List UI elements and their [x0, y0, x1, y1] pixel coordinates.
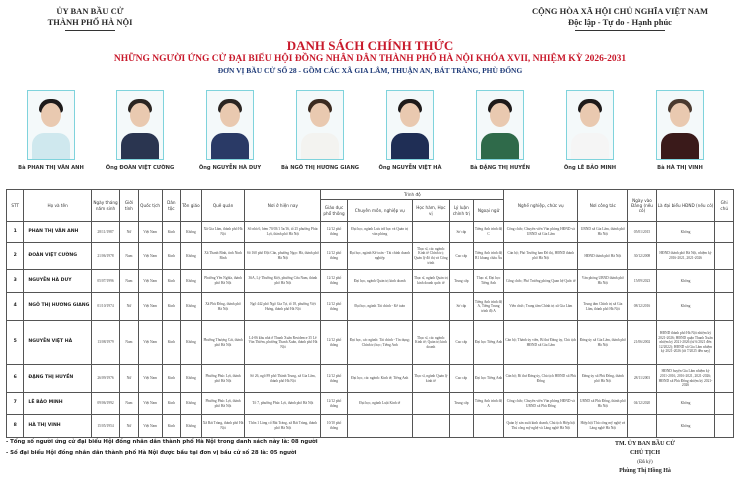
candidate-portrait: [296, 90, 344, 160]
cell-delegate: HĐND thành phố Hà Nội nhiệm kỳ 2021-2026; HĐND quận Thanh Xuân nhiệm kỳ 2021-2026 (từ 6/2021 đến 12/2022); HĐND xã Gia Lâm nhiệm kỳ 2021-2026 (từ 7/2025 đến nay): [656, 321, 715, 365]
summary-notes: [6, 437, 318, 459]
cell-language: Tiếng Anh trình độ A: [473, 393, 503, 415]
table-row: [7, 243, 734, 270]
cell-note: [715, 415, 734, 438]
cell-ethnicity: Kinh: [162, 243, 181, 270]
cell-residence: Số 160 phố Đội Cấn, phường Ngọc Hà, thành phố Hà Nội: [245, 243, 321, 270]
candidate-card: [6, 90, 96, 171]
table-row: [7, 321, 734, 365]
cell-note: [715, 365, 734, 393]
candidate-caption: Ông ĐOÀN VIỆT CƯỜNG: [105, 165, 175, 171]
cell-religion: Không: [181, 293, 202, 321]
cell-delegate: HĐND huyện Gia Lâm nhiệm kỳ 2011-2016, 2016-2021, 2021-2026; HĐND xã Phù Đổng nhiệm kỳ 2021-2026: [656, 365, 715, 393]
cell-degree: Thạc sĩ, ngành Quản trị kinh doanh quốc tế: [412, 270, 449, 293]
cell-stt: 1: [7, 222, 24, 243]
table-row: [7, 293, 734, 321]
cell-gender: Nữ: [120, 293, 139, 321]
cell-ethnicity: Kinh: [162, 365, 181, 393]
candidate-card: [185, 90, 275, 171]
national-header: [505, 6, 735, 31]
candidate-caption: Ông NGUYỄN HÀ DUY: [198, 165, 262, 171]
cell-degree: Thạc sĩ, các ngành: Kinh tế; Quản trị kinh doanh: [412, 321, 449, 365]
header-religion: Tôn giáo: [181, 190, 202, 222]
cell-occupation: Cán bộ; Phó Trưởng ban Đô thị, HĐND thành phố Hà Nội: [504, 243, 578, 270]
header-hometown: Quê quán: [201, 190, 245, 222]
header-party-date: Ngày vào Đảng (nếu có): [628, 190, 656, 222]
cell-party-date: 15/09/2023: [628, 270, 656, 293]
cell-dob: 15/05/1954: [91, 415, 119, 438]
cell-occupation: Cán bộ; Bí thư Đảng ủy, Chủ tịch HĐND xã Phù Đổng: [504, 365, 578, 393]
header-stt: STT: [7, 190, 24, 222]
cell-degree: [412, 393, 449, 415]
cell-degree: Thạc sĩ, các ngành: Kinh tế Chính trị; Quản lý đô thị và Công trình: [412, 243, 449, 270]
document-subtitle: NHỮNG NGƯỜI ỨNG CỬ ĐẠI BIỂU HỘI ĐỒNG NHÂN DÂN THÀNH PHỐ HÀ NỘI KHÓA XVII, NHIỆM KỲ 2026-2031: [113, 54, 627, 64]
cell-general-edu: 12/12 phổ thông: [321, 365, 347, 393]
portrait-body-shape: [301, 133, 339, 159]
portrait-body-shape: [661, 133, 699, 159]
cell-hometown: Xã Gia Lâm, thành phố Hà Nội: [201, 222, 245, 243]
cell-nationality: Việt Nam: [138, 293, 162, 321]
candidate-table: [6, 189, 734, 438]
cell-nationality: Việt Nam: [138, 415, 162, 438]
cell-residence: Ngõ 442 phố Ngô Gia Tự, tổ 18, phường Việt Hưng, thành phố Hà Nội: [245, 293, 321, 321]
cell-political: Sơ cấp: [449, 293, 473, 321]
cell-party-date: 28/11/2003: [628, 365, 656, 393]
header-language: Ngoại ngữ: [473, 200, 503, 222]
portrait-face-shape: [670, 103, 690, 127]
document-title: DANH SÁCH CHÍNH THỨC: [286, 38, 454, 53]
cell-dob: 13/08/1979: [91, 321, 119, 365]
cell-delegate: Không: [656, 222, 715, 243]
cell-gender: Nam: [120, 243, 139, 270]
cell-gender: Nữ: [120, 365, 139, 393]
signature-org: TM. ỦY BAN BẦU CỬ: [614, 441, 676, 447]
table-row: [7, 365, 734, 393]
cell-political: Sơ cấp: [449, 222, 473, 243]
cell-occupation: Công chức; Phó Trưởng phòng Quan hệ Quốc tế: [504, 270, 578, 293]
issuer-line-2: THÀNH PHỐ HÀ NỘI: [47, 17, 133, 27]
cell-language: Đại học Tiếng Anh: [473, 321, 503, 365]
cell-name: NGÔ THỊ HƯƠNG GIANG: [24, 293, 91, 321]
cell-occupation: Cán bộ; Thành ủy viên, Bí thư Đảng ủy, Chủ tịch HĐND xã Gia Lâm: [504, 321, 578, 365]
cell-workplace: Văn phòng UBND thành phố Hà Nội: [578, 270, 628, 293]
cell-note: [715, 393, 734, 415]
cell-general-edu: 12/12 phổ thông: [321, 293, 347, 321]
cell-stt: 2: [7, 243, 24, 270]
candidate-caption: Bà PHAN THỊ VÂN ANH: [18, 165, 84, 171]
cell-workplace: Hiệp hội Thủ công mỹ nghệ và Làng nghề Hà Nội: [578, 415, 628, 438]
cell-stt: 4: [7, 293, 24, 321]
cell-residence: Số 26, ngõ 89 phố Thành Trung, xã Gia Lâm, thành phố Hà Nội: [245, 365, 321, 393]
issuer-line-1: ỦY BAN BẦU CỬ: [56, 6, 124, 16]
cell-nationality: Việt Nam: [138, 321, 162, 365]
cell-ethnicity: Kinh: [162, 270, 181, 293]
cell-degree: Thạc sĩ, ngành Quản lý kinh tế: [412, 365, 449, 393]
cell-ethnicity: Kinh: [162, 222, 181, 243]
cell-residence: Tổ 7, phường Phúc Lợi, thành phố Hà Nội: [245, 393, 321, 415]
candidate-caption: Bà ĐẶNG THỊ HUYỀN: [470, 165, 530, 171]
cell-nationality: Việt Nam: [138, 222, 162, 243]
document-title-block: [0, 38, 740, 76]
cell-specialty: Đại học, ngành Kế toán - Tài chính doanh nghiệp: [347, 243, 412, 270]
cell-party-date: 04/12/2020: [628, 393, 656, 415]
portrait-face-shape: [400, 103, 420, 127]
cell-specialty: Đại học, ngành Quản trị kinh doanh: [347, 270, 412, 293]
cell-ethnicity: Kinh: [162, 293, 181, 321]
candidate-caption: Ông NGUYỄN VIỆT HÀ: [378, 165, 442, 171]
candidate-caption: Bà NGÔ THỊ HƯƠNG GIANG: [280, 165, 360, 171]
cell-hometown: Phường Phúc Lợi, thành phố Hà Nội: [201, 393, 245, 415]
table-row: [7, 222, 734, 243]
table-row: [7, 270, 734, 293]
candidate-portrait: [116, 90, 164, 160]
cell-name: ĐẶNG THỊ HUYỀN: [24, 365, 91, 393]
cell-dob: 01/10/1974: [91, 293, 119, 321]
cell-delegate: Không: [656, 393, 715, 415]
cell-specialty: Đại học, ngành Lưu trữ học và Quản trị văn phòng: [347, 222, 412, 243]
cell-political: Cao cấp: [449, 365, 473, 393]
cell-hometown: Phường Yên Nghĩa, thành phố Hà Nội: [201, 270, 245, 293]
cell-language: Thạc sĩ, Đại học Tiếng Anh: [473, 270, 503, 293]
table-row: [7, 415, 734, 438]
portrait-face-shape: [41, 103, 61, 127]
candidate-card: [545, 90, 635, 171]
cell-delegate: Không: [656, 270, 715, 293]
cell-gender: Nam: [120, 321, 139, 365]
cell-occupation: Quản lý sản xuất kinh doanh, Chủ tịch Hiệp hội Thủ công mỹ nghệ và Làng nghề Hà Nội: [504, 415, 578, 438]
cell-stt: 7: [7, 393, 24, 415]
cell-political: Cao cấp: [449, 243, 473, 270]
cell-note: [715, 293, 734, 321]
cell-dob: 09/06/1992: [91, 393, 119, 415]
cell-degree: [412, 293, 449, 321]
cell-party-date: 30/12/2008: [628, 243, 656, 270]
header-delegate: Là đại biểu HĐND (nếu có): [656, 190, 715, 222]
header-note: Ghi chú: [715, 190, 734, 222]
cell-hometown: Phường Thượng Cát, thành phố Hà Nội: [201, 321, 245, 365]
header-workplace: Nơi công tác: [578, 190, 628, 222]
cell-language: Tiếng Anh trình độ A, Tiếng Trung trình độ A: [473, 293, 503, 321]
note-total-candidates: - Tổng số người ứng cử đại biểu Hội đồng nhân dân thành phố Hà Nội trong danh sách này là: 08 người: [6, 439, 318, 445]
cell-delegate: Không: [656, 293, 715, 321]
header-ethnicity: Dân tộc: [162, 190, 181, 222]
header-degree: Học hàm, Học vị: [412, 200, 449, 222]
cell-specialty: Đại học, ngành Tài chính - Kế toán: [347, 293, 412, 321]
header-residence: Nơi ở hiện nay: [245, 190, 321, 222]
cell-party-date: 08/12/2016: [628, 293, 656, 321]
portrait-body-shape: [571, 133, 609, 159]
signature-role: CHỦ TỊCH: [629, 450, 661, 456]
cell-general-edu: 10/10 phổ thông: [321, 415, 347, 438]
header-nationality: Quốc tịch: [138, 190, 162, 222]
portrait-face-shape: [310, 103, 330, 127]
cell-nationality: Việt Nam: [138, 270, 162, 293]
portrait-face-shape: [580, 103, 600, 127]
cell-note: [715, 243, 734, 270]
header-name: Họ và tên: [24, 190, 91, 222]
cell-general-edu: 12/12 phổ thông: [321, 270, 347, 293]
cell-language: Tiếng Anh trình độ C: [473, 222, 503, 243]
candidate-card: [95, 90, 185, 171]
cell-name: LÊ BẢO MINH: [24, 393, 91, 415]
cell-degree: [412, 415, 449, 438]
portrait-body-shape: [391, 133, 429, 159]
candidate-caption: Ông LÊ BẢO MINH: [563, 165, 617, 171]
header-dob: Ngày tháng năm sinh: [91, 190, 119, 222]
cell-delegate: HĐND thành phố Hà Nội, nhiệm kỳ 2016-2021, 2021-2026: [656, 243, 715, 270]
cell-residence: L4-06 khu nhà ở Thanh Xuân Residence 35 Lê Văn Thiêm, phường Thanh Xuân, thành phố Hà Nội: [245, 321, 321, 365]
portrait-face-shape: [130, 103, 150, 127]
cell-religion: Không: [181, 365, 202, 393]
cell-workplace: UBND xã Phù Đổng, thành phố Hà Nội: [578, 393, 628, 415]
candidate-photo-row: [0, 90, 740, 185]
header-occupation: Nghề nghiệp, chức vụ: [504, 190, 578, 222]
cell-specialty: Đại học, các ngành: Tài chính - Tín dụng; Chính trị học; Tiếng Anh: [347, 321, 412, 365]
cell-workplace: HĐND thành phố Hà Nội: [578, 243, 628, 270]
cell-general-edu: 12/12 phổ thông: [321, 393, 347, 415]
cell-language: Tiếng Anh trình độ B1 khung châu Âu: [473, 243, 503, 270]
cell-language: Đại học Tiếng Anh: [473, 365, 503, 393]
cell-nationality: Việt Nam: [138, 243, 162, 270]
cell-name: PHAN THỊ VÂN ANH: [24, 222, 91, 243]
cell-stt: 5: [7, 321, 24, 365]
cell-ethnicity: Kinh: [162, 415, 181, 438]
cell-note: [715, 321, 734, 365]
portrait-body-shape: [32, 133, 70, 159]
national-title: CỘNG HÒA XÃ HỘI CHỦ NGHĨA VIỆT NAM: [531, 6, 709, 16]
cell-gender: Nam: [120, 393, 139, 415]
candidate-portrait: [206, 90, 254, 160]
cell-general-edu: 12/12 phổ thông: [321, 222, 347, 243]
issuer-header: [30, 6, 150, 31]
header-gender: Giới tính: [120, 190, 139, 222]
cell-dob: 05/07/1996: [91, 270, 119, 293]
cell-party-date: 05/01/2015: [628, 222, 656, 243]
cell-hometown: Xã Phù Đổng, thành phố Hà Nội: [201, 293, 245, 321]
signature-block: [585, 440, 705, 476]
candidate-portrait: [656, 90, 704, 160]
cell-workplace: UBND xã Gia Lâm, thành phố Hà Nội: [578, 222, 628, 243]
candidate-portrait: [566, 90, 614, 160]
cell-religion: Không: [181, 270, 202, 293]
issuer-divider: [65, 30, 115, 31]
cell-occupation: Công chức; Chuyên viên Văn phòng HĐND và UBND xã Phù Đổng: [504, 393, 578, 415]
cell-gender: Nữ: [120, 415, 139, 438]
cell-name: NGUYỄN HÀ DUY: [24, 270, 91, 293]
cell-name: NGUYỄN VIỆT HÀ: [24, 321, 91, 365]
cell-residence: Số nhà 6, hẻm 70/03/1 5a/16, tổ 25 phường Phúc Lợi, thành phố Hà Nội: [245, 222, 321, 243]
cell-stt: 3: [7, 270, 24, 293]
candidate-portrait: [27, 90, 75, 160]
cell-general-edu: 12/12 phổ thông: [321, 321, 347, 365]
portrait-body-shape: [481, 133, 519, 159]
candidate-portrait: [386, 90, 434, 160]
cell-stt: 8: [7, 415, 24, 438]
cell-religion: Không: [181, 222, 202, 243]
candidate-card: [365, 90, 455, 171]
cell-religion: Không: [181, 393, 202, 415]
cell-stt: 6: [7, 365, 24, 393]
cell-degree: [412, 222, 449, 243]
note-seats: - Số đại biểu Hội đồng nhân dân thành phố Hà Nội được bầu tại đơn vị bầu cử số 28 là: 05 người: [6, 450, 297, 456]
cell-party-date: [628, 415, 656, 438]
header-general-edu: Giáo dục phổ thông: [321, 200, 347, 222]
cell-specialty: Đại học, ngành Luật Kinh tế: [347, 393, 412, 415]
cell-occupation: Công chức; Chuyên viên Văn phòng HĐND và UBND xã Gia Lâm: [504, 222, 578, 243]
cell-dob: 21/06/1978: [91, 243, 119, 270]
cell-ethnicity: Kinh: [162, 393, 181, 415]
cell-workplace: Trung tâm Chính trị xã Gia Lâm, thành phố Hà Nội: [578, 293, 628, 321]
cell-political: Cao cấp: [449, 321, 473, 365]
electoral-unit: ĐƠN VỊ BẦU CỬ SỐ 28 - GỒM CÁC XÃ GIA LÂM, THUẬN AN, BÁT TRÀNG, PHÙ ĐỔNG: [217, 66, 523, 75]
cell-gender: Nam: [120, 270, 139, 293]
cell-gender: Nữ: [120, 222, 139, 243]
candidate-caption: Bà HÀ THỊ VINH: [657, 165, 703, 171]
cell-religion: Không: [181, 415, 202, 438]
cell-delegate: Không: [656, 415, 715, 438]
cell-hometown: Phường Phúc Lợi, thành phố Hà Nội: [201, 365, 245, 393]
portrait-body-shape: [211, 133, 249, 159]
cell-occupation: Viên chức; Trung tâm Chính trị xã Gia Lâm: [504, 293, 578, 321]
cell-ethnicity: Kinh: [162, 321, 181, 365]
cell-note: [715, 222, 734, 243]
cell-religion: Không: [181, 321, 202, 365]
cell-residence: 36A, Lý Thường Kiệt, phường Cửa Nam, thành phố Hà Nội: [245, 270, 321, 293]
signature-status: (Đã ký): [637, 460, 653, 465]
table-row: [7, 393, 734, 415]
cell-residence: Thôn 1 Làng cổ Bát Tràng, xã Bát Tràng, thành phố Hà Nội: [245, 415, 321, 438]
cell-dob: 26/09/1976: [91, 365, 119, 393]
cell-workplace: Đảng ủy xã Phù Đổng, thành phố Hà Nội: [578, 365, 628, 393]
cell-note: [715, 270, 734, 293]
cell-party-date: 21/06/2002: [628, 321, 656, 365]
cell-specialty: [347, 415, 412, 438]
header-political: Lý luận chính trị: [449, 200, 473, 222]
cell-name: HÀ THỊ VINH: [24, 415, 91, 438]
cell-hometown: Xã Bát Tràng, thành phố Hà Nội: [201, 415, 245, 438]
cell-hometown: Xã Thanh Bình, tỉnh Ninh Bình: [201, 243, 245, 270]
national-divider: [575, 30, 665, 31]
signature-name: Phùng Thị Hồng Hà: [619, 468, 671, 474]
candidate-card: [455, 90, 545, 171]
cell-workplace: Đảng ủy xã Gia Lâm, thành phố Hà Nội: [578, 321, 628, 365]
cell-nationality: Việt Nam: [138, 365, 162, 393]
cell-name: ĐOÀN VIỆT CƯỜNG: [24, 243, 91, 270]
cell-dob: 28/11/1987: [91, 222, 119, 243]
cell-religion: Không: [181, 243, 202, 270]
candidate-card: [635, 90, 725, 171]
cell-language: [473, 415, 503, 438]
candidate-portrait: [476, 90, 524, 160]
candidate-card: [275, 90, 365, 171]
national-motto: Độc lập - Tự do - Hạnh phúc: [568, 17, 672, 27]
header-education-group: Trình độ: [321, 190, 504, 200]
cell-political: [449, 415, 473, 438]
cell-specialty: Đại học, các ngành: Kinh tế; Tiếng Anh: [347, 365, 412, 393]
portrait-face-shape: [220, 103, 240, 127]
portrait-body-shape: [121, 133, 159, 159]
cell-political: Trung cấp: [449, 393, 473, 415]
portrait-face-shape: [490, 103, 510, 127]
cell-general-edu: 12/12 phổ thông: [321, 243, 347, 270]
header-specialty: Chuyên môn, nghiệp vụ: [347, 200, 412, 222]
cell-political: Trung cấp: [449, 270, 473, 293]
cell-nationality: Việt Nam: [138, 393, 162, 415]
